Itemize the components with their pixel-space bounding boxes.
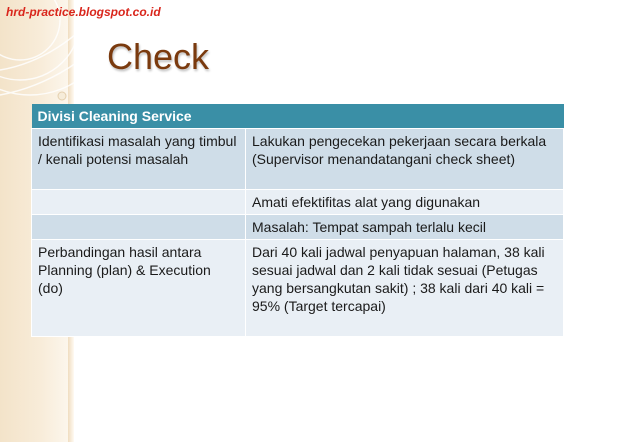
table-cell-right: Masalah: Tempat sampah terlalu kecil: [246, 215, 564, 240]
table-cell-right: Amati efektifitas alat yang digunakan: [246, 190, 564, 215]
table-row: [32, 240, 564, 337]
table-cell-right: Dari 40 kali jadwal penyapuan halaman, 38 kali sesuai jadwal dan 2 kali tidak sesuai (Petugas yang bersangkutan sakit) ; 38 kali dari 40 kali = 95% (Target tercapai): [246, 240, 564, 337]
table-row: [32, 190, 564, 215]
table-cell-left: Perbandingan hasil antara Planning (plan) & Execution (do): [32, 240, 246, 337]
table-header-row: [32, 104, 564, 129]
table-cell-left: [32, 190, 246, 215]
table-cell-right: Lakukan pengecekan pekerjaan secara berkala (Supervisor menandatangani check sheet): [246, 129, 564, 190]
table-cell-left: Identifikasi masalah yang timbul / kenali potensi masalah: [32, 129, 246, 190]
slide-title: Check: [107, 36, 210, 77]
table-cell-left: [32, 215, 246, 240]
table-row: [32, 129, 564, 190]
table-header: Divisi Cleaning Service: [32, 104, 564, 129]
check-table: [31, 104, 564, 337]
watermark-text: hrd-practice.blogspot.co.id: [6, 5, 161, 19]
table-row: [32, 215, 564, 240]
